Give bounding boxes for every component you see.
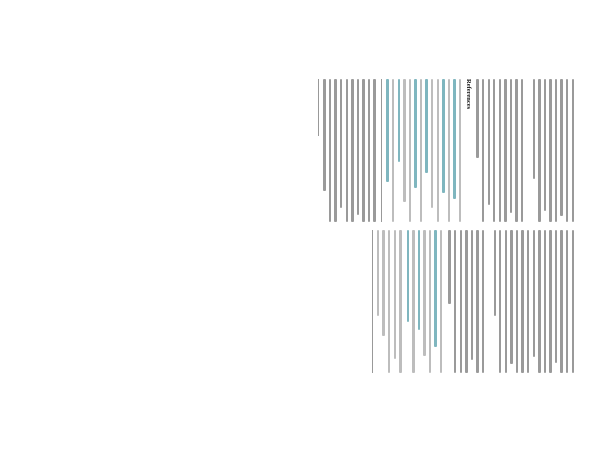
reference-list xyxy=(386,79,461,222)
references-heading: References xyxy=(465,79,473,110)
section-divider xyxy=(382,79,383,222)
letter-body xyxy=(323,79,376,222)
affiliations xyxy=(382,230,401,373)
journal-page xyxy=(0,63,600,389)
body-text-continued xyxy=(476,79,574,222)
copyright-divider xyxy=(372,230,373,373)
right-column xyxy=(24,230,574,373)
footnote-divider xyxy=(319,79,320,136)
body-text xyxy=(448,230,574,373)
left-column xyxy=(24,79,574,222)
reference-list-right xyxy=(407,230,443,373)
